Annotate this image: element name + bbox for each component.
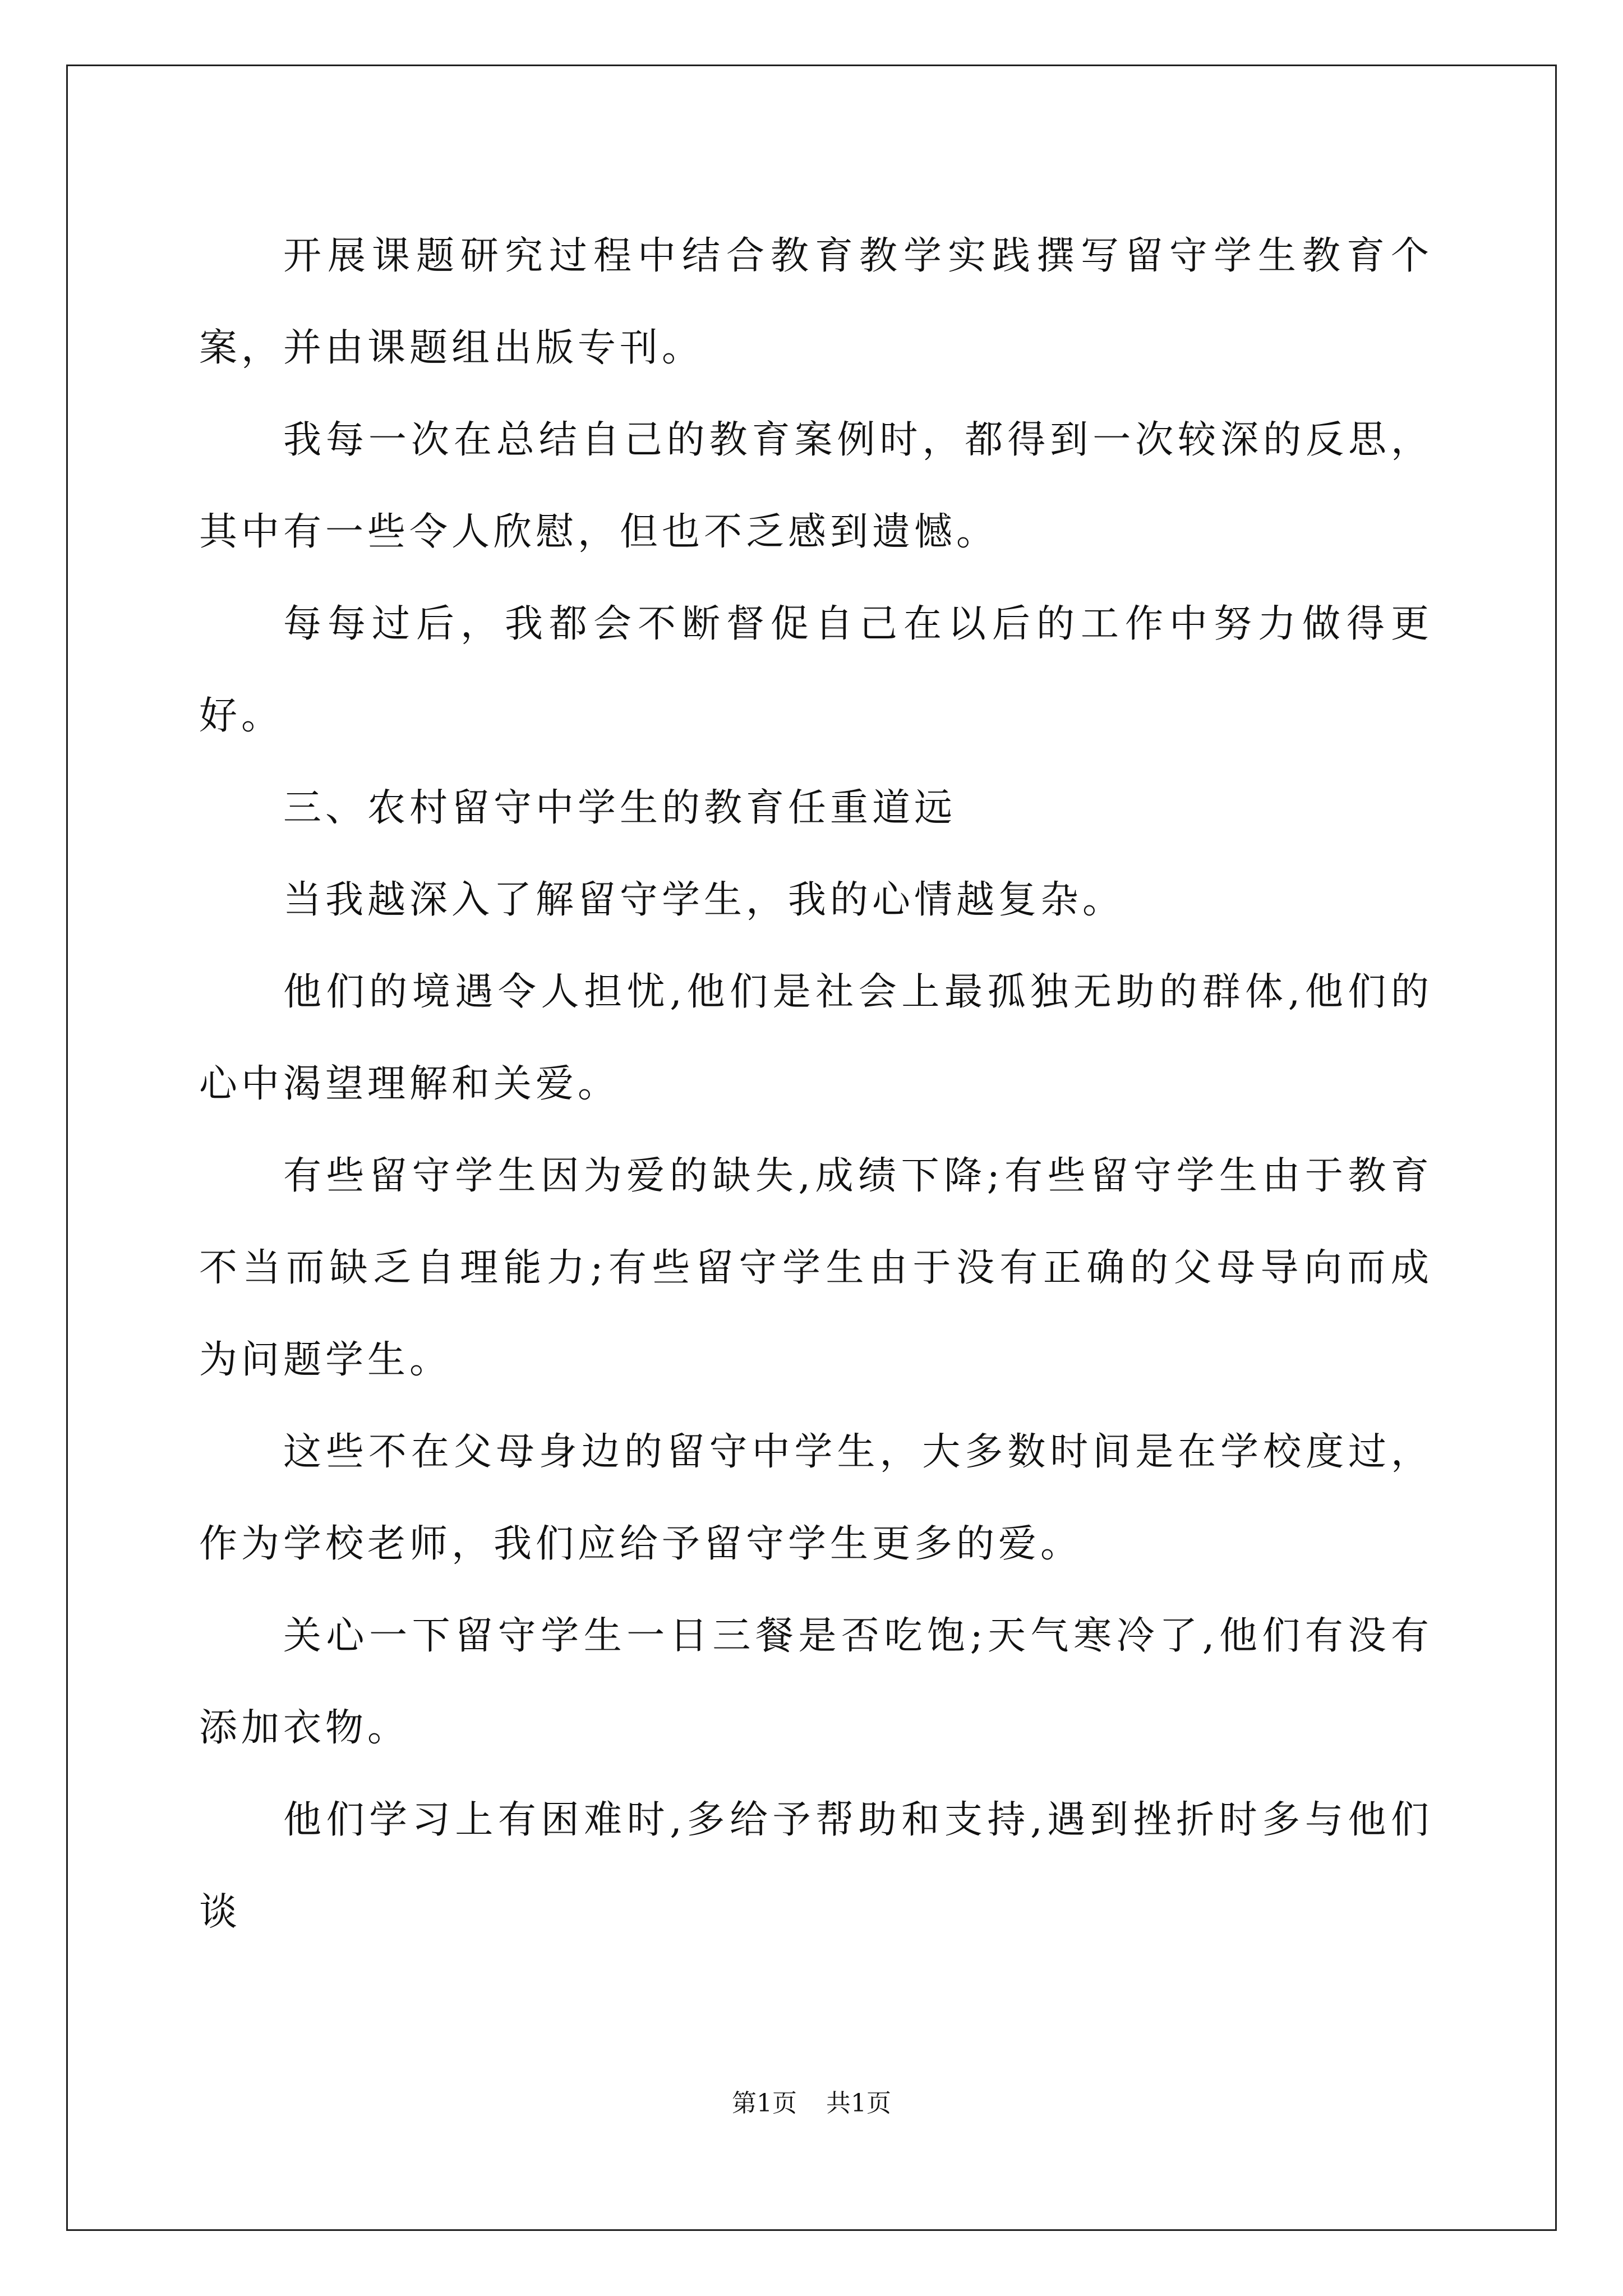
document-body	[199, 210, 1433, 1958]
paragraph-7: 这些不在父母身边的留守中学生，大多数时间是在学校度过，作为学校老师，我们应给予留守学生更多的爱。	[199, 1430, 1433, 1566]
paragraph-5: 他们的境遇令人担忧,他们是社会上最孤独无助的群体,他们的心中渴望理解和关爱。	[199, 970, 1433, 1106]
page-number-total: 共1页	[826, 2089, 891, 2118]
paragraph-8: 关心一下留守学生一日三餐是否吃饱;天气寒冷了,他们有没有添加衣物。	[199, 1614, 1433, 1750]
page-footer	[0, 2087, 1623, 2120]
paragraph-9: 他们学习上有困难时,多给予帮助和支持,遇到挫折时多与他们谈	[199, 1798, 1433, 1934]
section-heading: 三、农村留守中学生的教育任重道远	[283, 786, 957, 830]
paragraph-1: 开展课题研究过程中结合教育教学实践撰写留守学生教育个案，并由课题组出版专刊。	[199, 234, 1433, 370]
paragraph-6: 有些留守学生因为爱的缺失,成绩下降;有些留守学生由于教育不当而缺乏自理能力;有些留守学生由于没有正确的父母导向而成为问题学生。	[199, 1154, 1433, 1382]
paragraph-4: 当我越深入了解留守学生，我的心情越复杂。	[283, 878, 1125, 922]
paragraph-3: 每每过后，我都会不断督促自己在以后的工作中努力做得更好。	[199, 602, 1433, 738]
page-number-current: 第1页	[732, 2089, 797, 2118]
paragraph-2: 我每一次在总结自己的教育案例时，都得到一次较深的反思，其中有一些令人欣慰，但也不乏感到遗憾。	[199, 418, 1433, 554]
